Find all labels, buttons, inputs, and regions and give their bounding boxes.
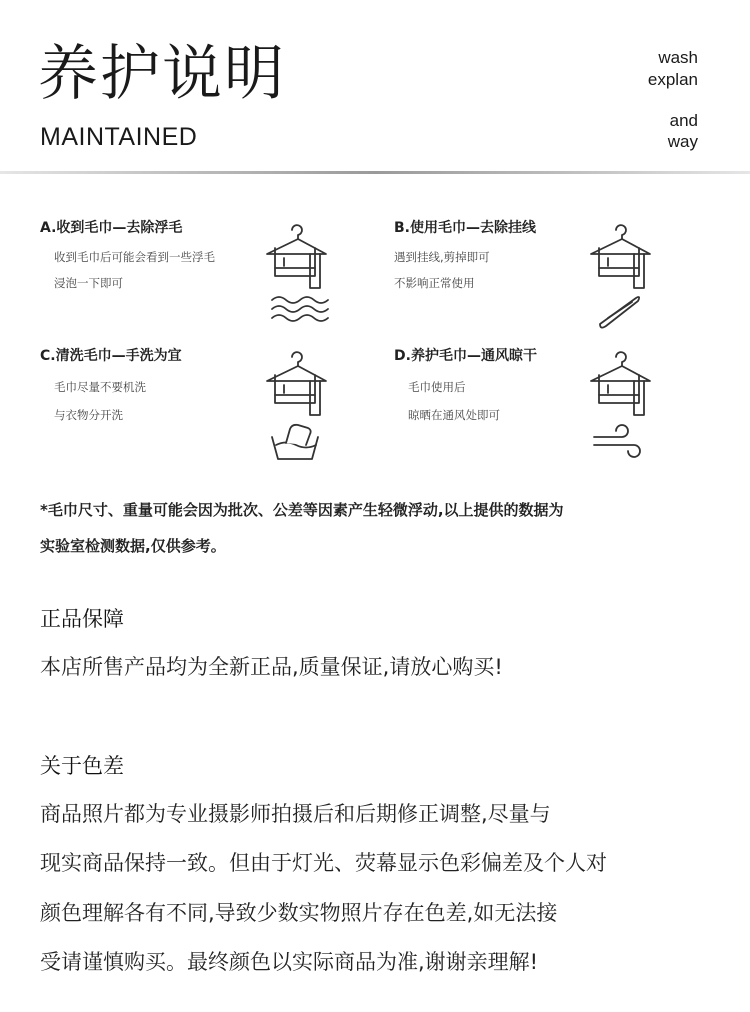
color-diff-text-line: 现实商品保持一致。但由于灯光、荧幕显示色彩偏差及个人对 [40, 851, 607, 875]
side-caption-line: and [669, 111, 698, 130]
side-caption-line: wash [658, 48, 698, 67]
header-divider [0, 171, 750, 174]
size-note-line: 实验室检测数据,仅供参考。 [40, 537, 226, 555]
towel-hanger-with-wind-icon [586, 345, 656, 463]
care-item-line: 晾晒在通风处即可 [408, 408, 500, 422]
side-caption-line: explan [647, 70, 698, 89]
care-item-line: 与衣物分开洗 [54, 408, 123, 422]
page-subtitle: MAINTAINED [40, 123, 198, 151]
guarantee-title: 正品保障 [40, 607, 124, 631]
towel-hanger-with-scissors-icon [586, 218, 656, 330]
towel-hanger-with-hand-wash-basin-icon [262, 345, 332, 463]
color-diff-text-line: 颜色理解各有不同,导致少数实物照片存在色差,如无法接 [40, 901, 558, 925]
size-note-line: *毛巾尺寸、重量可能会因为批次、公差等因素产生轻微浮动,以上提供的数据为 [40, 501, 564, 519]
care-item-b [394, 218, 724, 290]
header [0, 0, 750, 175]
care-item-line: 毛巾使用后 [408, 380, 466, 394]
side-caption-line: way [667, 132, 698, 151]
care-item-heading: C.清洗毛巾—手洗为宜 [40, 348, 182, 364]
care-item-line: 浸泡一下即可 [54, 276, 123, 290]
guarantee-text: 本店所售产品均为全新正品,质量保证,请放心购买! [40, 655, 503, 679]
page-title: 养护说明 [38, 39, 286, 109]
care-item-line: 收到毛巾后可能会看到一些浮毛 [54, 250, 215, 264]
care-item-line: 遇到挂线,剪掉即可 [394, 250, 490, 264]
color-diff-title: 关于色差 [40, 754, 124, 778]
color-diff-text-line: 商品照片都为专业摄影师拍摄后和后期修正调整,尽量与 [40, 802, 551, 826]
care-item-d [394, 346, 724, 422]
care-item-heading: B.使用毛巾—去除挂线 [394, 220, 536, 236]
care-item-heading: D.养护毛巾—通风晾干 [394, 348, 537, 364]
care-item-line: 不影响正常使用 [394, 276, 475, 290]
towel-hanger-with-water-waves-icon [262, 218, 332, 330]
care-item-line: 毛巾尽量不要机洗 [54, 380, 146, 394]
color-diff-text-line: 受请谨慎购买。最终颜色以实际商品为准,谢谢亲理解! [40, 950, 539, 974]
care-item-heading: A.收到毛巾—去除浮毛 [40, 220, 183, 236]
